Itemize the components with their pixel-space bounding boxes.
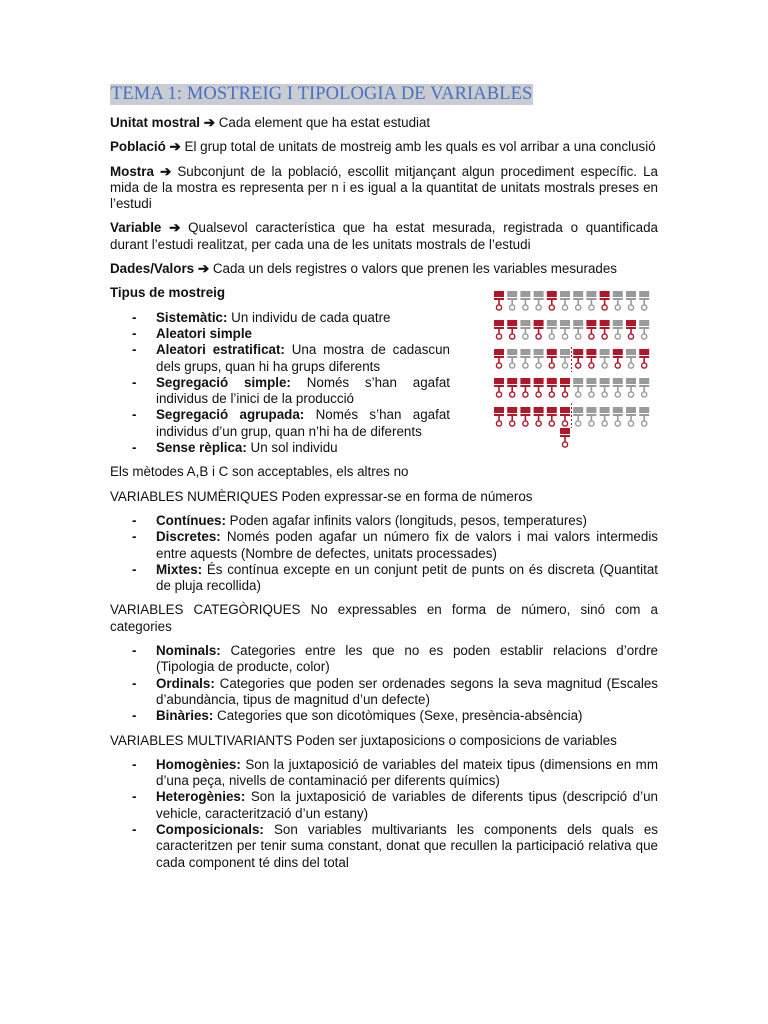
arrow-icon: ➔: [203, 115, 215, 130]
item-term: Sistemàtic:: [156, 309, 228, 325]
item-term: Segregació simple:: [156, 374, 291, 390]
list-item: [110, 789, 658, 822]
sample-unit-icon: [507, 378, 517, 397]
sample-unit-icon: [520, 320, 530, 339]
sample-unit-icon: [600, 378, 610, 397]
sample-unit-icon: [534, 349, 544, 368]
sample-unit-icon: [600, 407, 610, 426]
sample-unit-icon: [534, 320, 544, 339]
sample-unit-icon: [547, 349, 557, 368]
definition-dades-valors: [110, 261, 658, 277]
sample-unit-icon: [560, 378, 570, 397]
sample-unit-icon: [520, 378, 530, 397]
sample-unit-icon: [600, 349, 610, 368]
sample-unit-icon: [560, 320, 570, 339]
definition-unitat-mostral: [110, 115, 658, 131]
sample-unit-icon: [507, 291, 517, 310]
sample-unit-icon: [560, 428, 570, 447]
sample-unit-icon: [573, 320, 583, 339]
multivariant-list: [110, 757, 658, 871]
item-term: Contínues:: [156, 512, 226, 528]
sample-unit-icon: [613, 378, 623, 397]
item-text: Son la juxtaposició de variables del mateix tipus (dimensions en mm d’una peça, nivells de contaminació per diferents químics): [156, 756, 658, 789]
item-term: Homogènies:: [156, 756, 241, 772]
section-text: No expressables en forma de número, sinó com a categories: [110, 602, 659, 634]
sample-unit-icon: [613, 349, 623, 368]
multivariant-heading: [110, 733, 658, 749]
sample-unit-icon: [494, 320, 504, 339]
arrow-icon: ➔: [160, 163, 172, 179]
item-text: Categories que son dicotòmiques (Sexe, presència-absència): [213, 708, 583, 724]
item-text: Només s’han agafat individus d’un grup, quan n’hi ha de diferents: [156, 407, 450, 439]
sample-unit-icon: [494, 349, 504, 368]
numeric-heading: [110, 489, 658, 505]
item-text: Son la juxtaposició de variables de diferents tipus (descripció d’un vehicle, caracterització d’un estany): [156, 789, 658, 821]
item-text: Només poden agafar un número fix de valors i mai valors intermedis entre aquests (Nombre de defectes, unitats processades): [156, 529, 658, 561]
list-item: [110, 375, 450, 408]
sample-unit-icon: [613, 320, 623, 339]
sample-unit-icon: [626, 291, 636, 310]
item-term: Mixtes:: [156, 561, 203, 577]
sample-unit-icon: [560, 349, 570, 368]
item-text: Un sol individu: [246, 440, 338, 456]
item-term: Binàries:: [156, 708, 214, 724]
definition-variable: [110, 220, 658, 253]
list-item: [110, 708, 658, 724]
sampling-heading-text: Tipus de mostreig: [110, 285, 226, 301]
list-item: [110, 513, 658, 529]
sample-unit-icon: [494, 291, 504, 310]
categorical-heading: [110, 602, 658, 635]
item-text: És contínua excepte en un conjunt petit de punts on és discreta (Quantitat de pluja recollida): [156, 561, 658, 594]
sample-unit-icon: [613, 291, 623, 310]
sample-unit-icon: [626, 320, 636, 339]
sample-unit-icon: [573, 378, 583, 397]
categorical-list: [110, 643, 658, 724]
sample-unit-icon: [626, 407, 636, 426]
term: Unitat mostral: [110, 115, 201, 130]
item-term: Ordinals:: [156, 675, 215, 691]
sample-unit-icon: [586, 320, 596, 339]
sample-unit-icon: [507, 407, 517, 426]
sample-unit-icon: [586, 291, 596, 310]
item-term: Segregació agrupada:: [156, 407, 305, 423]
sample-unit-icon: [534, 291, 544, 310]
sample-unit-icon: [586, 349, 596, 368]
sample-unit-icon: [547, 407, 557, 426]
definition-text: El grup total de unitats de mostreig amb les quals es vol arribar a una conclusió: [184, 139, 656, 155]
item-term: Composicionals:: [156, 821, 264, 837]
sampling-note: Els mètodes A,B i C son acceptables, els altres no: [110, 464, 409, 480]
item-text: Son variables multivariants les components dels quals es caracteritzen per tenir suma constant, donat que recullen la participació relativa que cada component té dins del total: [156, 821, 658, 870]
arrow-icon: ➔: [197, 261, 210, 277]
section-text: Poden ser juxtaposicions o composicions de variables: [292, 732, 617, 748]
section-heading: VARIABLES NUMÈRIQUES: [110, 488, 278, 504]
document-content: [110, 84, 658, 879]
item-text: Una mostra de cadascun dels grups, quan hi ha grups diferents: [156, 342, 450, 374]
sample-unit-icon: [613, 407, 623, 426]
sample-unit-icon: [626, 349, 636, 368]
sample-unit-icon: [547, 291, 557, 310]
list-item: [110, 562, 658, 595]
section-heading: VARIABLES MULTIVARIANTS: [110, 732, 293, 748]
page-title: TEMA 1: MOSTREIG I TIPOLOGIA DE VARIABLES: [111, 84, 533, 104]
sample-unit-icon: [600, 291, 610, 310]
list-item: [110, 407, 450, 440]
sample-unit-icon: [520, 291, 530, 310]
item-term: Aleatori estratificat:: [156, 342, 285, 358]
sample-unit-icon: [573, 291, 583, 310]
sample-unit-icon: [534, 407, 544, 426]
sample-unit-icon: [494, 378, 504, 397]
item-text: Categories que poden ser ordenades segons la seva magnitud (Escales d’abundància, tipus de magnitud d’un defecte): [156, 675, 658, 707]
sample-unit-icon: [494, 407, 504, 426]
sample-unit-icon: [573, 349, 583, 368]
sample-unit-icon: [626, 378, 636, 397]
sample-unit-icon: [639, 291, 649, 310]
sample-unit-icon: [547, 320, 557, 339]
item-text: Només s’han agafat individus de l’inici de la producció: [156, 374, 450, 407]
sampling-illustration: [492, 285, 660, 449]
item-text: Poden agafar infinits valors (longituds, pesos, temperatures): [225, 512, 587, 528]
item-term: Aleatori simple: [156, 325, 252, 341]
sample-unit-icon: [600, 320, 610, 339]
term: Dades/Valors: [110, 261, 195, 277]
term: Mostra: [110, 163, 154, 179]
sample-unit-icon: [560, 407, 570, 426]
definition-text: Cada un dels registres o valors que prenen les variables mesurades: [212, 261, 617, 277]
list-item: [110, 822, 658, 871]
list-item: [110, 529, 658, 562]
sample-unit-icon: [520, 349, 530, 368]
list-item: [110, 676, 658, 709]
item-text: Un individu de cada quatre: [227, 309, 391, 325]
definition-text: Subconjunt de la població, escollit mitjançant algun procediment específic. La mida de la mostra es representa per n i es igual a la quantitat de unitats mostrals preses en l’estudi: [110, 163, 658, 212]
arrow-icon: ➔: [169, 139, 181, 155]
sampling-section: [110, 285, 658, 456]
section-heading: VARIABLES CATEGÒRIQUES: [110, 602, 301, 618]
definition-text: Cada element que ha estat estudiat: [218, 115, 431, 130]
section-text: Poden expressar-se en forma de números: [277, 488, 533, 504]
sample-unit-icon: [586, 407, 596, 426]
sample-unit-icon: [520, 407, 530, 426]
sample-unit-icon: [507, 349, 517, 368]
item-term: Sense rèplica:: [156, 440, 247, 456]
sample-unit-icon: [639, 320, 649, 339]
sample-unit-icon: [639, 349, 649, 368]
item-term: Heterogènies:: [156, 789, 246, 805]
list-item: [110, 342, 450, 375]
sample-unit-icon: [507, 320, 517, 339]
definition-mostra: [110, 164, 658, 213]
arrow-icon: ➔: [169, 220, 181, 236]
list-item: [110, 310, 450, 326]
sample-unit-icon: [534, 378, 544, 397]
definition-poblacio: [110, 139, 658, 155]
numeric-list: [110, 513, 658, 594]
list-item: [110, 326, 450, 342]
sample-unit-icon: [547, 378, 557, 397]
list-item: [110, 643, 658, 676]
sample-unit-icon: [639, 378, 649, 397]
sampling-list: [110, 310, 450, 457]
sample-unit-icon: [560, 291, 570, 310]
item-term: Nominals:: [156, 643, 221, 659]
sample-unit-icon: [573, 407, 583, 426]
term: Variable: [110, 220, 162, 236]
item-text: Categories entre les que no es poden establir relacions d’ordre (Tipologia de producte, color): [156, 643, 658, 675]
definition-text: Qualsevol característica que ha estat mesurada, registrada o quantificada durant l’estudi realitzat, per cada una de les unitats mostrals de l’estudi: [110, 220, 658, 252]
list-item: [110, 440, 450, 456]
sample-unit-icon: [639, 407, 649, 426]
list-item: [110, 757, 658, 790]
item-term: Discretes:: [156, 529, 221, 545]
term: Població: [110, 139, 166, 155]
sample-unit-icon: [586, 378, 596, 397]
